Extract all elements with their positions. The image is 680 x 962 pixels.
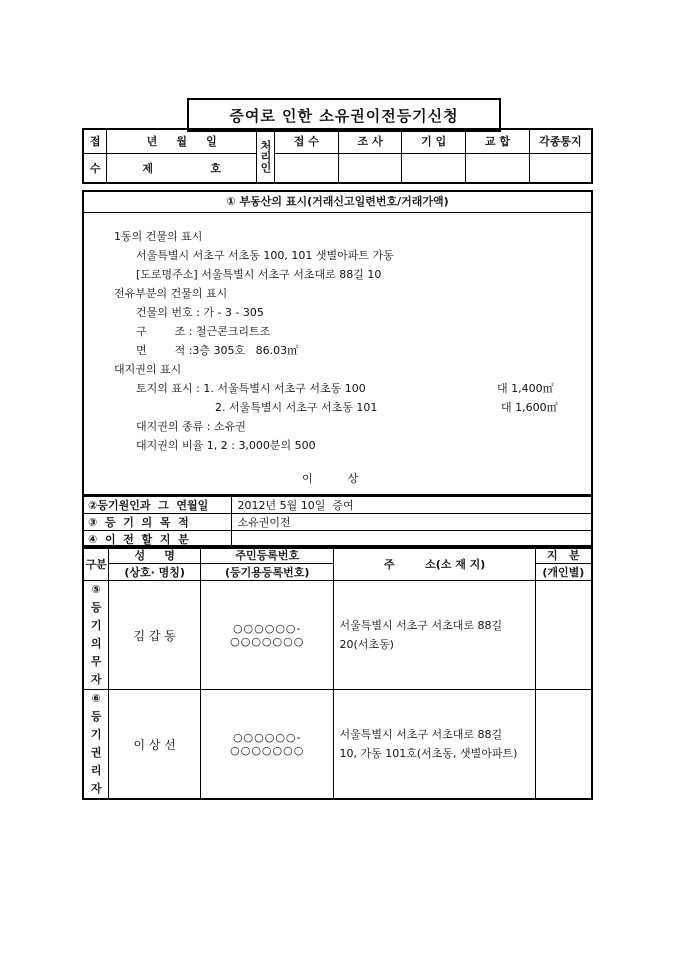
bldg-header: 1동의 건물의 표시 <box>114 230 203 243</box>
land-item-2-area: 대 1,600㎡ <box>501 401 558 414</box>
unit-structure: 구 조 : 철근콘크리트조 <box>136 325 271 338</box>
obligor-label-char: 등 <box>90 601 102 614</box>
holder-address <box>334 690 535 800</box>
land-item-1-area: 대 1,400㎡ <box>497 382 554 395</box>
holder-label-char: 리 <box>90 764 102 777</box>
holder-share <box>535 690 592 800</box>
receipt-cell-accept <box>275 153 339 183</box>
obligor-label-char: ⑤ <box>91 583 101 596</box>
obligor-label-char: 기 <box>90 619 102 632</box>
obligor-address-line2: 20(서초동) <box>339 638 394 651</box>
holder-name: 이 상 선 <box>109 690 201 800</box>
land-header: 대지권의 표시 <box>114 363 182 376</box>
purpose-label: ③ 등 기 의 목 적 <box>83 514 231 531</box>
receipt-process-label: 처리인 <box>257 129 275 183</box>
receipt-header-notice: 각종통지 <box>529 129 592 153</box>
cause-value: 2012년 5월 10일 증여 <box>231 497 592 514</box>
receipt-header-accept: 접 수 <box>275 129 339 153</box>
address-header: 주 소(소 재 지) <box>334 546 535 581</box>
share-label: ④ 이 전 할 지 분 <box>83 531 231 549</box>
holder-label-char: 기 <box>90 728 102 741</box>
share-header: 지 분 <box>535 546 592 564</box>
obligor-label-char: 무 <box>90 655 102 668</box>
land-item-1: 토지의 표시 : 1. 서울특별시 서초구 서초동 100 <box>136 382 366 395</box>
bldg-road-address: [도로명주소] 서울특별시 서초구 서초대로 88길 10 <box>136 268 382 281</box>
holder-address-line1: 서울특별시 서초구 서초대로 88길 <box>339 728 503 741</box>
holder-label-char: 등 <box>90 710 102 723</box>
receipt-header-review: 조 사 <box>338 129 402 153</box>
share-subheader: (개인별) <box>535 564 592 581</box>
receipt-header-check: 교 합 <box>466 129 530 153</box>
receipt-label-top: 접 <box>83 129 107 153</box>
cause-label: ②등기원인과 그 연월일 <box>83 497 231 514</box>
registration-info-table <box>82 496 593 549</box>
receipt-cell-entry <box>402 153 466 183</box>
receipt-header-entry: 기 입 <box>402 129 466 153</box>
obligor-name: 김 갑 동 <box>109 581 201 690</box>
purpose-value: 소유권이전 <box>231 514 592 531</box>
property-section <box>82 190 593 496</box>
obligor-share <box>535 581 592 690</box>
obligor-id: ○○○○○○-○○○○○○○ <box>200 581 334 690</box>
kind-header: 구분 <box>83 546 109 581</box>
land-item-2: 2. 서울특별시 서초구 서초동 101 <box>215 401 378 414</box>
land-right-type: 대지권의 종류 : 소유권 <box>136 420 246 433</box>
id-subheader: (등기용등록번호) <box>200 564 334 581</box>
receipt-date-label: 년 월 일 <box>107 129 257 153</box>
parties-table <box>82 545 593 800</box>
receipt-label-bottom: 수 <box>83 153 107 183</box>
document-title: 증여로 인한 소유권이전등기신청 <box>187 98 501 132</box>
receipt-number-label: 제 호 <box>107 153 257 183</box>
land-right-ratio: 대지권의 비율 1, 2 : 3,000분의 500 <box>136 439 316 452</box>
unit-area: 면 적 :3층 305호 86.03㎡ <box>136 344 299 357</box>
obligor-label-char: 의 <box>90 637 102 650</box>
unit-number: 건물의 번호 : 가 - 3 - 305 <box>136 306 264 319</box>
receipt-table <box>82 128 593 184</box>
obligor-address-line1: 서울특별시 서초구 서초대로 88길 <box>339 619 503 632</box>
receipt-cell-check <box>466 153 530 183</box>
property-heading: ① 부동산의 표시(거래신고일련번호/거래가액) <box>84 192 591 213</box>
end-marker: 이 상 <box>302 472 359 485</box>
holder-label-char: 자 <box>90 782 102 795</box>
holder-id: ○○○○○○-○○○○○○○ <box>200 690 334 800</box>
holder-address-line2: 10, 가동 101호(서초동, 샛별아파트) <box>339 747 518 760</box>
name-header: 성 명 <box>109 546 201 564</box>
id-header: 주민등록번호 <box>200 546 334 564</box>
receipt-cell-review <box>338 153 402 183</box>
obligor-address <box>334 581 535 690</box>
holder-label-char: ⑥ <box>91 692 101 705</box>
bldg-address: 서울특별시 서초구 서초동 100, 101 샛별아파트 가동 <box>136 249 394 262</box>
name-subheader: (상호· 명칭) <box>109 564 201 581</box>
holder-label-char: 권 <box>90 746 102 759</box>
unit-header: 전유부분의 건물의 표시 <box>114 287 228 300</box>
holder-label <box>83 690 109 800</box>
obligor-label-char: 자 <box>90 673 102 686</box>
receipt-cell-notice <box>529 153 592 183</box>
obligor-label <box>83 581 109 690</box>
